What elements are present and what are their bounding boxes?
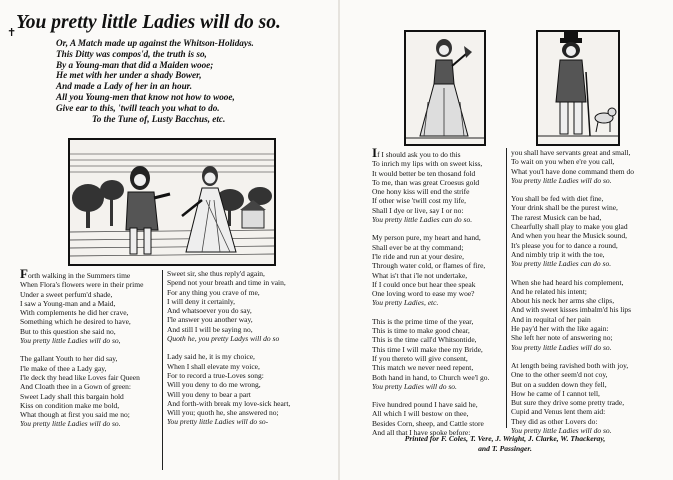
refrain-line: You pretty little Ladies will do so.	[511, 426, 612, 436]
verse-line: But to this question she said no,	[20, 326, 116, 336]
verse-line: And whatsoever you do say,	[167, 306, 252, 316]
refrain-line: You pretty little Ladies can do so.	[372, 215, 473, 225]
verse-line: I saw a Young-man and a Maid,	[20, 298, 116, 308]
verse-line: Through water cold, or flames of fire,	[372, 261, 486, 271]
verse-line: She left her note of answering no;	[511, 333, 613, 343]
refrain-line: You pretty Ladies, etc.	[372, 298, 439, 308]
verse-line: Sweet sir, she thus reply'd again,	[167, 269, 265, 278]
refrain-line: You pretty little Ladies will do so.	[511, 175, 612, 185]
refrain-line: Quoth he, you pretty Ladys will do so	[167, 334, 280, 344]
verse-line: And still I will be saying no,	[167, 324, 253, 334]
verse-column-2	[167, 269, 290, 427]
verse-line: This is time to make good chear,	[372, 326, 470, 336]
verse-column-3	[372, 145, 490, 438]
verse-line: He pay'd her with the like again:	[511, 324, 609, 334]
verse-line: And in requital of her pain	[511, 314, 591, 324]
verse-line: This is the prime time of the year,	[372, 316, 474, 326]
verse-line: This time I will make thee my Bride,	[372, 344, 483, 354]
verse-line: When she had heard his complement,	[511, 277, 624, 287]
verse-line: All which I will bestow on thee,	[372, 409, 469, 419]
verse-line: Under a sweet perfum'd shade,	[20, 289, 113, 299]
verse-line: To wait on you when e're you call,	[511, 157, 615, 167]
verse-line: And Cloath thee in a Gown of green:	[20, 382, 132, 392]
verse-line: And forth-with break my love-sick heart,	[167, 398, 291, 408]
verse-line: And he related his intent;	[511, 286, 587, 296]
gentleman-illustration	[538, 32, 618, 144]
verse-line: And with sweet kisses imbalm'd his lips	[511, 305, 632, 315]
ballad-subtitle	[56, 38, 326, 124]
column-divider	[162, 270, 163, 470]
subtitle-line: This Ditty was compos'd, the truth is so,	[56, 48, 207, 59]
verse-line: With complements he did her crave,	[20, 308, 129, 318]
verse-line: If I could once but hear thee speak	[372, 279, 476, 289]
verse-line: I'le deck thy head like Loves fair Queen	[20, 372, 140, 382]
colophon-line: and T. Passinger.	[478, 444, 532, 453]
verse-line: They did as other Lovers do:	[511, 416, 598, 426]
verse-line: I'le ride and run at your desire,	[372, 251, 464, 261]
verse-line: If other wise 'twill cost my life,	[372, 196, 467, 206]
drop-cap: F	[20, 266, 28, 281]
couple-meeting-illustration	[70, 140, 274, 264]
refrain-line: You pretty little Ladies will do so.	[511, 342, 612, 352]
verse-line: If I should ask you to do this	[372, 145, 461, 160]
verse-line: But sure they drive some pretty trade,	[511, 398, 625, 408]
verse-line: To inrich my lips with on sweet kiss,	[372, 159, 483, 169]
verse-line: And all that I have spoke before:	[372, 428, 471, 438]
verse-line: What is't that i'le not undertake,	[372, 270, 468, 280]
verse-line: For to record a true-Loves song:	[167, 370, 264, 380]
verse-line: Both hand in hand, to Church wee'l go.	[372, 372, 490, 382]
verse-line: Will you deny to bear a part	[167, 389, 251, 399]
verse-line: Kiss on condition make me bold,	[20, 400, 120, 410]
verse-line: Chearfully shall play to make you glad	[511, 222, 628, 232]
verse-line: The gallant Youth to her did say,	[20, 354, 118, 364]
verse-line: When I shall elevate my voice,	[167, 361, 260, 371]
lady-illustration	[406, 32, 484, 144]
verse-line: One hony kiss will end the strife	[372, 187, 470, 197]
verse-line: For any thing you crave of me,	[167, 287, 260, 297]
verse-column-1	[20, 266, 144, 429]
verse-line: One to the other seem'd not coy,	[511, 370, 608, 380]
verse-line: It would better be ten thosand fold	[372, 168, 476, 178]
verse-line: you shall have servants great and small,	[511, 148, 631, 157]
verse-line: Will you; quoth he, she answered no;	[167, 408, 279, 418]
cross-mark: ✝	[7, 27, 17, 39]
lady-with-fan-woodcut	[404, 30, 486, 146]
verse-line: Besides Corn, sheep, and Cattle store	[372, 418, 484, 428]
verse-line: One loving word to ease my woe?	[372, 289, 475, 299]
verse-line: At length being ravished both with joy,	[511, 360, 629, 370]
verse-line: The rarest Musick can be had,	[511, 212, 602, 222]
refrain-line: You pretty little Ladies can do so.	[511, 259, 612, 269]
verse-line: How he came of I cannot tell,	[511, 388, 600, 398]
verse-line: Something which he desired to have,	[20, 317, 131, 327]
verse-line: Will you deny to do me wrong,	[167, 380, 261, 390]
refrain-line: You pretty Ladies will do so.	[372, 381, 457, 391]
refrain-line: You pretty little Ladies will do so.	[20, 419, 121, 429]
colophon-line: Printed for F. Coles, T. Vere, J. Wright, J. Clarke, W. Thackeray,	[404, 434, 606, 443]
verse-line: I will deny it certainly,	[167, 296, 236, 306]
subtitle-line: Or, A Match made up against the Whitson-Holidays.	[56, 38, 254, 48]
subtitle-line: By a Young-man that did a Maiden wooe;	[56, 59, 214, 70]
verse-line: And nimbly trip it with the toe,	[511, 249, 605, 259]
verse-line: Five hundred pound I have said he,	[372, 400, 478, 410]
subtitle-line: All you Young-men that know not how to wooe,	[56, 91, 235, 102]
refrain-line: You pretty little Ladies will do so,	[20, 336, 121, 346]
verse-line: Shall ever be at thy command;	[372, 242, 464, 252]
gentleman-with-dog-woodcut	[536, 30, 620, 146]
subtitle-line: He met with her under a shady Bower,	[56, 70, 202, 81]
refrain-line: You pretty little Ladies will do so-	[167, 417, 269, 427]
verse-line: Forth walking in the Summers time	[20, 266, 131, 281]
verse-line: But on a sudden down they fell,	[511, 379, 607, 389]
verse-line: What you'l have done command them do	[511, 166, 634, 176]
verse-line: Shall I dye or live, say I or no:	[372, 205, 464, 215]
verse-line: Sweet Lady shall this bargain hold	[20, 391, 124, 401]
drop-cap: I	[372, 145, 378, 160]
verse-line: When Flora's flowers were in their prime	[20, 280, 144, 290]
subtitle-line: To the Tune of, Lusty Bacchus, etc.	[92, 113, 226, 124]
verse-line: What though at first you said me no;	[20, 410, 130, 420]
verse-line: This is the time call'd Whitsontide,	[372, 335, 477, 345]
printer-colophon	[360, 434, 650, 454]
verse-line: You shall be fed with diet fine,	[511, 194, 604, 204]
verse-line: Your drink shall be the purest wine,	[511, 203, 618, 213]
column-divider	[506, 148, 507, 428]
verse-line: To me, than was great Croesus gold	[372, 177, 480, 187]
couple-meeting-woodcut	[68, 138, 276, 266]
verse-line: Cupid and Venus lent them aid:	[511, 407, 606, 417]
page-fold	[338, 0, 340, 480]
verse-line: This match we never need repent,	[372, 363, 474, 373]
verse-line: Lady said he, it is my choice,	[167, 352, 255, 362]
verse-line: If you thereto will give consent,	[372, 353, 468, 363]
verse-line: I'le make of thee a Lady gay,	[20, 363, 107, 373]
subtitle-line: Give ear to this, 'twill teach you what to do.	[56, 102, 220, 113]
verse-line: My person pure, my heart and hand,	[372, 233, 481, 243]
verse-line: Spend not your breath and time in vain,	[167, 278, 286, 288]
ballad-title: You pretty little Ladies will do so.	[16, 12, 281, 33]
verse-column-4	[511, 148, 634, 435]
subtitle-line: And made a Lady of her in an hour.	[56, 81, 193, 92]
verse-line: About his neck her arms she clips,	[511, 296, 615, 306]
verse-line: I'le answer you another way,	[167, 315, 253, 325]
verse-line: It's please you for to dance a round,	[511, 240, 618, 250]
verse-line: And when you hear the Musick sound,	[511, 231, 628, 241]
